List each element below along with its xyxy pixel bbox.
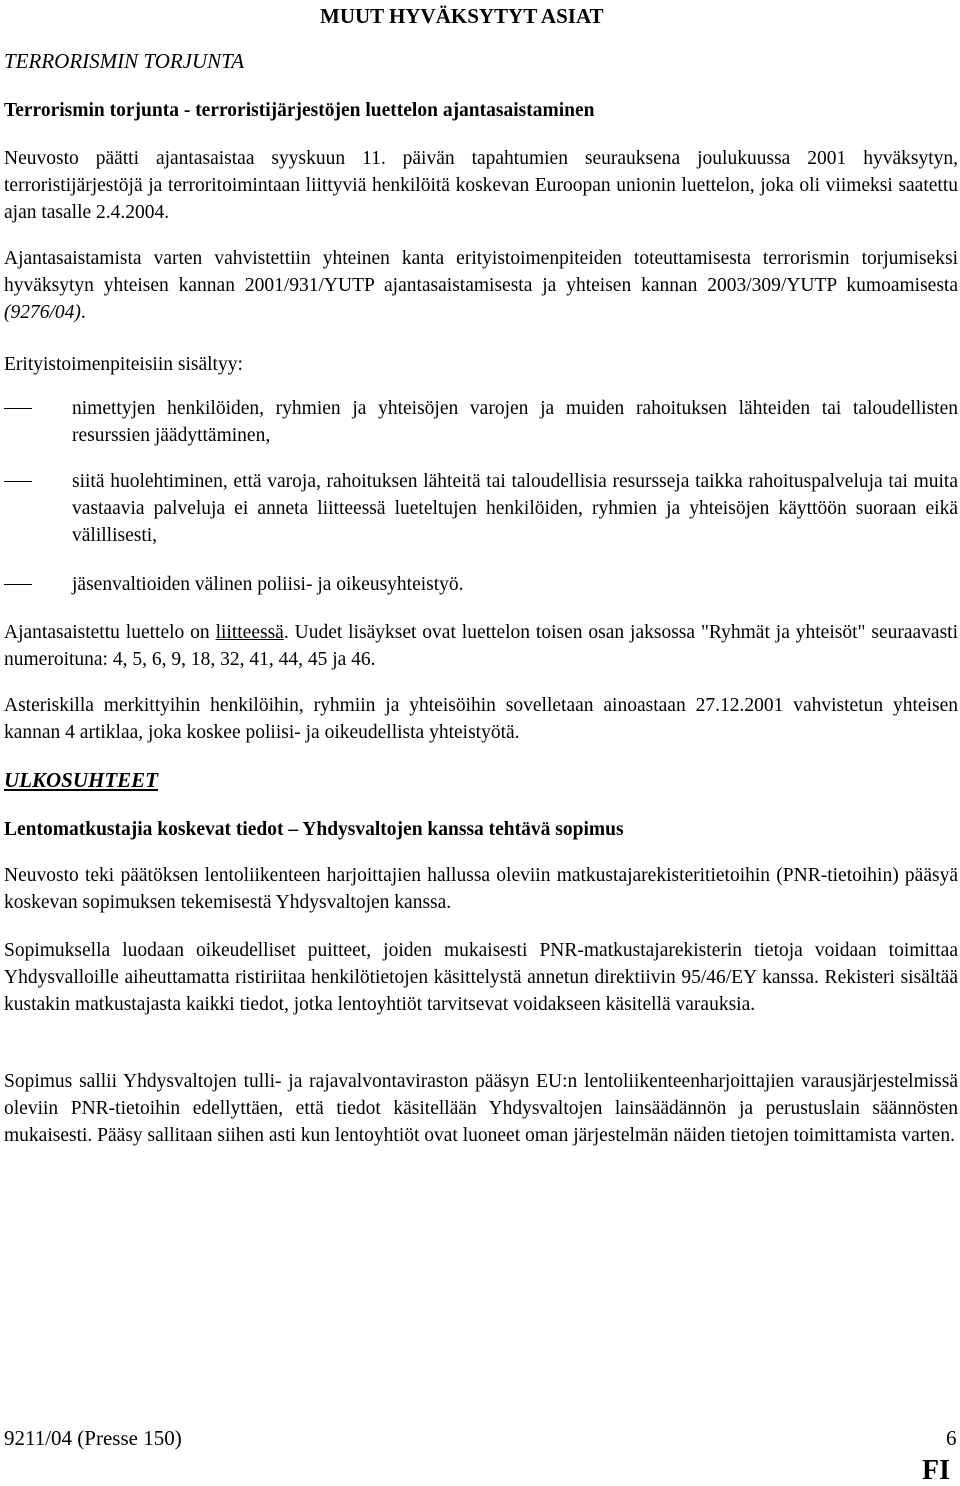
paragraph-terrorism-2-text: Ajantasaistamista varten vahvistettiin yhteinen kanta erityistoimenpiteiden toteuttamisesta terrorismin torjumiseksi hyväksytyn yhteisen kannan 2001/931/YUTP ajantasaistamisesta ja yhteisen kannan 2003/309/YUTP kumoamisesta bbox=[4, 248, 958, 296]
section-title-terrorism: TERRORISMIN TORJUNTA bbox=[4, 49, 245, 73]
page-header-title: MUUT HYVÄKSYTYT ASIAT bbox=[320, 4, 604, 28]
dash-bullet-2 bbox=[4, 468, 32, 495]
paragraph-pnr-3: Sopimus sallii Yhdysvaltojen tulli- ja rajavalvontaviraston pääsyn EU:n lentoliikenteenharjoittajien varausjärjestelmissä oleviin PNR-tietoihin edellyttäen, että tiedot käsitellään Yhdysvaltojen lainsäädännön ja perustuslain säännösten mukaisesti. Pääsy sallitaan siihen asti kun lentoyhtiöt ovat luoneet oman järjestelmän näiden tietojen toimittamista varten. bbox=[4, 1071, 958, 1146]
paragraph-asterisk-note: Asteriskilla merkittyihin henkilöihin, ryhmiin ja yhteisöihin sovelletaan ainoastaan 27.12.2001 vahvistetun yhteisen kannan 4 artiklaa, joka koskee poliisi- ja oikeudellista yhteistyötä. bbox=[4, 695, 958, 743]
paragraph-pnr-2: Sopimuksella luodaan oikeudelliset puitteet, joiden mukaisesti PNR-matkustajarekisterin tietoja voidaan toimittaa Yhdysvalloille aiheuttamatta ristiriitaa henkilötietojen käsittelystä annetun direktiivin 95/46/EY kanssa. Rekisteri sisältää kustakin matkustajasta kaikki tiedot, jotka lentoyhtiöt tarvitsevat voidakseen käsitellä varauksia. bbox=[4, 940, 958, 1015]
paragraph-terrorism-1: Neuvosto päätti ajantasaistaa syyskuun 11. päivän tapahtumien seurauksena joulukuussa 2001 hyväksytyn, terroristijärjestöjä ja terroritoimintaan liittyviä henkilöitä koskevan Euroopan unionin luettelon, joka oli viimeksi saatettu ajan tasalle 2.4.2004. bbox=[4, 148, 958, 223]
document-reference: (9276/04) bbox=[4, 302, 81, 323]
paragraph-updated-list bbox=[4, 619, 958, 673]
bullet-item-2: siitä huolehtiminen, että varoja, rahoituksen lähteitä tai taloudellisia resursseja taikka rahoituspalveluja tai muita vastaavia palveluja ei anneta liitteessä lueteltujen henkilöiden, ryhmien ja yhteisöjen käyttöön suoraan eikä välillisesti, bbox=[72, 471, 958, 546]
dash-bullet-3 bbox=[4, 571, 32, 598]
paragraph-updated-list-start: Ajantasaistettu luettelo on bbox=[4, 622, 216, 643]
paragraph-pnr-1: Neuvosto teki päätöksen lentoliikenteen harjoittajien hallussa oleviin matkustajarekisteritietoihin (PNR-tietoihin) pääsyä koskevan sopimuksen tekemisestä Yhdysvaltojen kanssa. bbox=[4, 865, 958, 913]
subheading-pnr-agreement: Lentomatkustajia koskevat tiedot – Yhdysvaltojen kanssa tehtävä sopimus bbox=[4, 819, 624, 840]
paragraph-terrorism-2 bbox=[4, 245, 958, 326]
bullet-item-3: jäsenvaltioiden välinen poliisi- ja oikeusyhteistyö. bbox=[72, 574, 464, 595]
paragraph-updated-list-rest: . Uudet lisäykset ovat luettelon toisen osan jaksossa "Ryhmät ja yhteisöt" seuraavasti numeroituna: 4, 5, 6, 9, 18, 32, 41, 44, 45 ja 46. bbox=[4, 622, 958, 670]
dash-bullet-1 bbox=[4, 395, 32, 422]
paragraph-measures-intro: Erityistoimenpiteisiin sisältyy: bbox=[4, 354, 243, 375]
subheading-terrorism-list: Terrorismin torjunta - terroristijärjestöjen luettelon ajantasaistaminen bbox=[4, 100, 595, 121]
section-title-external-relations: ULKOSUHTEET bbox=[4, 768, 159, 792]
footer-document-reference: 9211/04 (Presse 150) bbox=[4, 1426, 182, 1450]
footer-language-code: FI bbox=[922, 1455, 950, 1486]
paragraph-terrorism-2-end: . bbox=[80, 302, 86, 323]
annex-link[interactable]: liitteessä bbox=[215, 622, 284, 643]
bullet-item-1: nimettyjen henkilöiden, ryhmien ja yhteisöjen varojen ja muiden rahoituksen lähteiden tai taloudellisten resurssien jäädyttäminen, bbox=[72, 398, 958, 446]
footer-page-number: 6 bbox=[946, 1426, 957, 1450]
